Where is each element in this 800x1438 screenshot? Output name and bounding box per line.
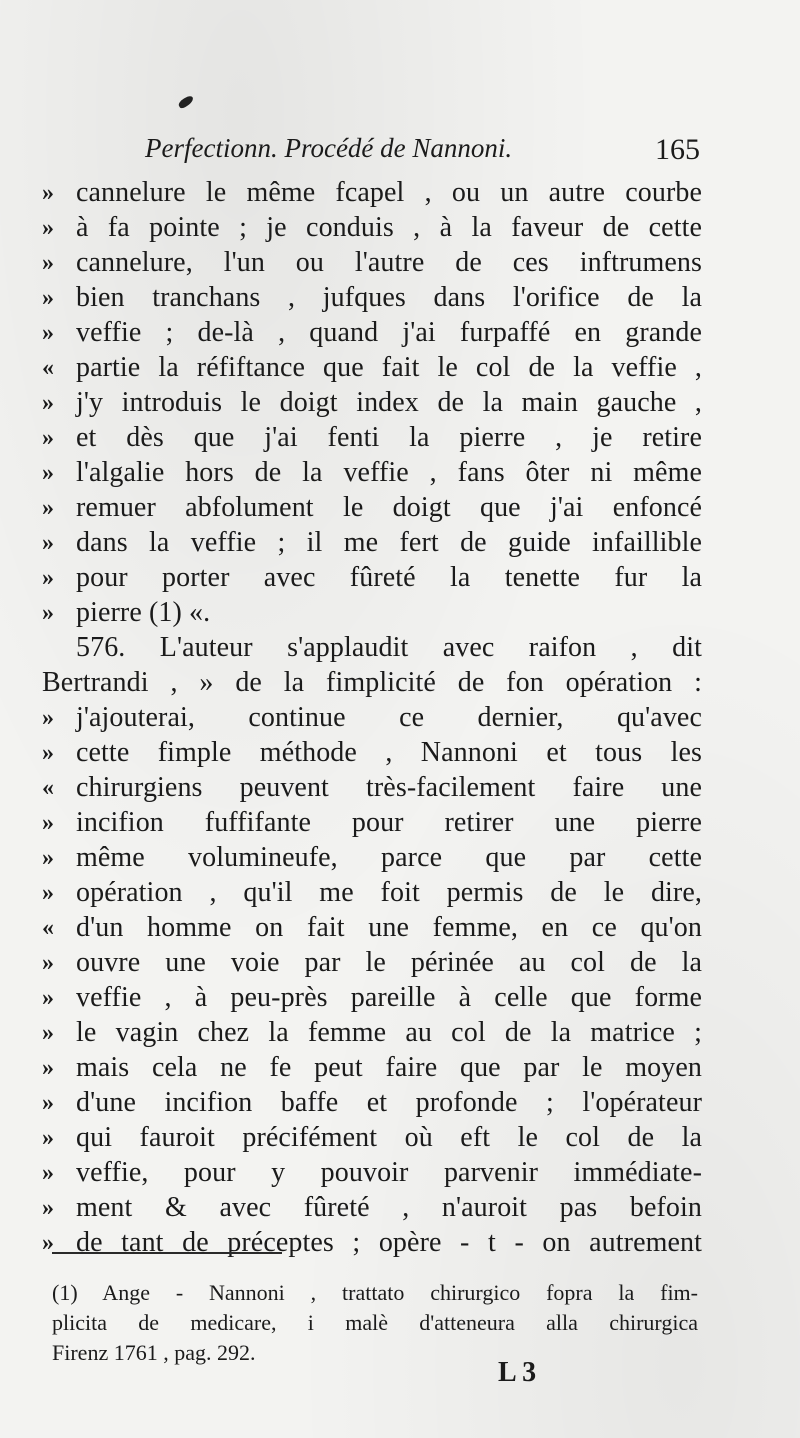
quote-mark: « xyxy=(42,915,54,941)
quote-mark: » xyxy=(42,1090,54,1116)
line-text: cette fimple méthode , Nannoni et tous les xyxy=(76,737,702,768)
text-line xyxy=(42,1191,702,1225)
text-line xyxy=(42,981,702,1015)
text-line xyxy=(42,456,702,490)
footnote-line: (1) Ange - Nannoni , trattato chirurgico fopra la fim- xyxy=(52,1280,698,1305)
text-line xyxy=(42,561,702,595)
line-text: Bertrandi , » de la fimplicité de fon opération : xyxy=(42,667,702,698)
line-text: remuer abfolument le doigt que j'ai enfoncé xyxy=(76,492,702,523)
text-line xyxy=(42,526,702,560)
quote-mark: » xyxy=(42,425,54,451)
page-number: 165 xyxy=(655,133,700,166)
text-line xyxy=(42,736,702,770)
text-line xyxy=(42,176,702,210)
line-text: veffie , à peu-près pareille à celle que forme xyxy=(76,982,702,1013)
line-text: veffie ; de-là , quand j'ai furpaffé en grande xyxy=(76,317,702,348)
footnote-rule xyxy=(52,1252,282,1254)
line-text: d'un homme on fait une femme, en ce qu'on xyxy=(76,912,702,943)
text-line xyxy=(42,1226,702,1260)
line-text: l'algalie hors de la veffie , fans ôter ni même xyxy=(76,457,702,488)
quote-mark: » xyxy=(42,1230,54,1256)
line-text: bien tranchans , jufques dans l'orifice de la xyxy=(76,282,702,313)
running-title: Perfectionn. Procédé de Nannoni. xyxy=(145,133,513,163)
line-text: et dès que j'ai fenti la pierre , je retire xyxy=(76,422,702,453)
line-text: à fa pointe ; je conduis , à la faveur de cette xyxy=(76,212,702,243)
line-text: cannelure, l'un ou l'autre de ces inftrumens xyxy=(76,247,702,278)
text-line xyxy=(42,386,702,420)
quote-mark: » xyxy=(42,1055,54,1081)
quote-mark: » xyxy=(42,565,54,591)
text-line xyxy=(42,666,702,700)
line-text: mais cela ne fe peut faire que par le moyen xyxy=(76,1052,702,1083)
line-text: incifion fuffifante pour retirer une pierre xyxy=(76,807,702,838)
footnote-line: plicita de medicare, i malè d'atteneura alla chirurgica xyxy=(52,1310,698,1335)
quote-mark: » xyxy=(42,530,54,556)
text-line xyxy=(42,876,702,910)
quote-mark: » xyxy=(42,180,54,206)
text-line xyxy=(42,1086,702,1120)
text-line xyxy=(42,211,702,245)
text-line xyxy=(42,841,702,875)
text-line xyxy=(42,701,702,735)
quote-mark: » xyxy=(42,390,54,416)
text-line xyxy=(42,1121,702,1155)
line-text: cannelure le même fcapel , ou un autre courbe xyxy=(76,177,702,208)
text-line xyxy=(42,596,702,630)
paragraph-start-line xyxy=(42,631,702,665)
quote-mark: » xyxy=(42,1160,54,1186)
line-text: le vagin chez la femme au col de la matrice ; xyxy=(76,1017,702,1048)
signature-mark: L 3 xyxy=(498,1357,537,1388)
quote-mark: » xyxy=(42,985,54,1011)
footnote-line: Firenz 1761 , pag. 292. xyxy=(52,1340,256,1365)
line-text: partie la réfiftance que fait le col de la veffie , xyxy=(76,352,702,383)
line-text: 576. L'auteur s'applaudit avec raifon , dit xyxy=(76,632,702,663)
line-text: ouvre une voie par le périnée au col de la xyxy=(76,947,702,978)
text-line xyxy=(42,1016,702,1050)
quote-mark: » xyxy=(42,950,54,976)
line-text: j'ajouterai, continue ce dernier, qu'avec xyxy=(76,702,702,733)
text-line xyxy=(42,1156,702,1190)
line-text: j'y introduis le doigt index de la main gauche , xyxy=(76,387,702,418)
text-line xyxy=(42,491,702,525)
quote-mark: « xyxy=(42,355,54,381)
quote-mark: « xyxy=(42,775,54,801)
quote-mark: » xyxy=(42,320,54,346)
quote-mark: » xyxy=(42,285,54,311)
line-text: veffie, pour y pouvoir parvenir immédiate- xyxy=(76,1157,702,1188)
quote-mark: » xyxy=(42,705,54,731)
text-line xyxy=(42,806,702,840)
text-line xyxy=(42,946,702,980)
line-text: chirurgiens peuvent très-facilement faire une xyxy=(76,772,702,803)
line-text: de tant de préceptes ; opère - t - on autrement xyxy=(76,1227,702,1258)
quote-mark: » xyxy=(42,460,54,486)
line-text: pierre (1) «. xyxy=(76,597,211,628)
text-line xyxy=(42,771,702,805)
line-text: pour porter avec fûreté la tenette fur la xyxy=(76,562,702,593)
running-head xyxy=(145,130,700,170)
text-line xyxy=(42,1051,702,1085)
quote-mark: » xyxy=(42,215,54,241)
text-line xyxy=(42,281,702,315)
text-line xyxy=(42,246,702,280)
text-line xyxy=(42,351,702,385)
text-line xyxy=(42,316,702,350)
line-text: dans la veffie ; il me fert de guide infaillible xyxy=(76,527,702,558)
quote-mark: » xyxy=(42,250,54,276)
line-text: d'une incifion baffe et profonde ; l'opérateur xyxy=(76,1087,702,1118)
quote-mark: » xyxy=(42,1195,54,1221)
quote-mark: » xyxy=(42,810,54,836)
ink-blot-mark xyxy=(177,95,195,110)
quote-mark: » xyxy=(42,495,54,521)
line-text: ment & avec fûreté , n'auroit pas befoin xyxy=(76,1192,702,1223)
line-text: qui fauroit précifément où eft le col de la xyxy=(76,1122,702,1153)
quote-mark: » xyxy=(42,880,54,906)
text-line xyxy=(42,421,702,455)
quote-mark: » xyxy=(42,845,54,871)
quote-mark: » xyxy=(42,1020,54,1046)
text-line xyxy=(42,911,702,945)
quote-mark: » xyxy=(42,740,54,766)
line-text: opération , qu'il me foit permis de le dire, xyxy=(76,877,702,908)
line-text: même volumineufe, parce que par cette xyxy=(76,842,702,873)
quote-mark: » xyxy=(42,600,54,626)
quote-mark: » xyxy=(42,1125,54,1151)
